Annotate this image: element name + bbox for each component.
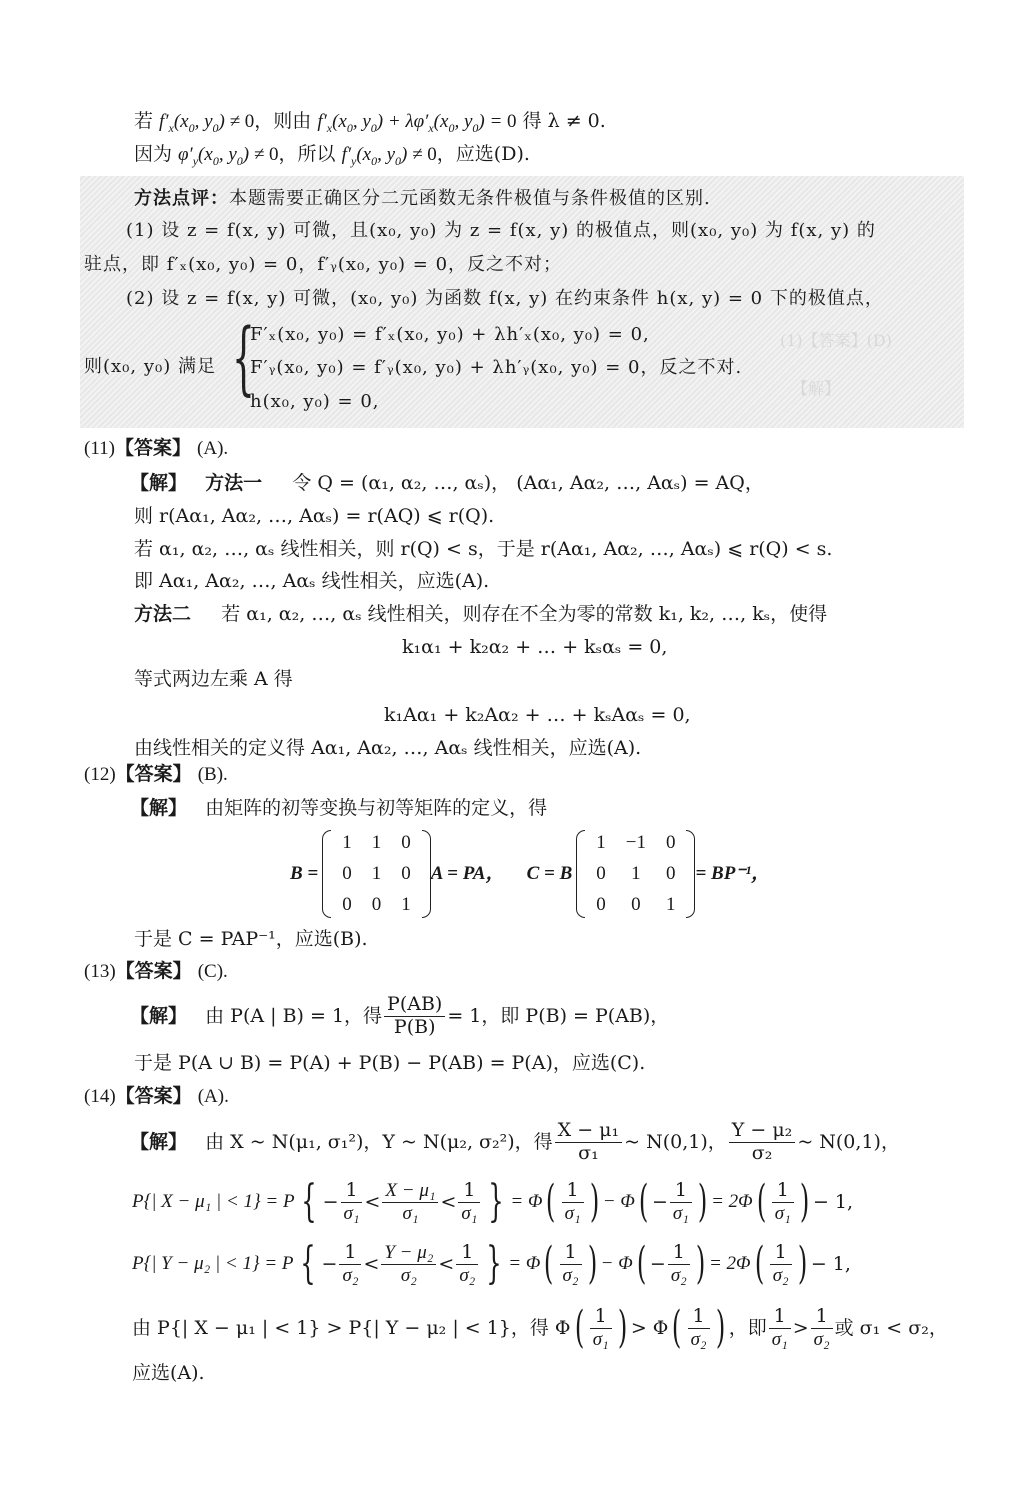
matrix-cell: 0 <box>401 832 411 853</box>
denominator: P(B) <box>393 1015 436 1038</box>
text: 由矩阵的初等变换与初等矩阵的定义，得 <box>205 797 548 819</box>
method-label: 方法二 <box>134 603 192 625</box>
fraction <box>382 1180 438 1225</box>
matrix-cell: 1 <box>596 832 606 853</box>
q11-method1-line4: 即 Aα₁, Aα₂, …, Aαₛ 线性相关，应选(A). <box>134 570 490 592</box>
fraction <box>339 1242 361 1287</box>
numerator: 1 <box>562 1180 584 1203</box>
text: = BP⁻¹， <box>695 862 771 884</box>
q14-prob-y-line <box>132 1238 851 1290</box>
denominator: σ₁ <box>672 1202 689 1224</box>
numerator: 1 <box>769 1306 791 1329</box>
math-expr: $f'_y(x_0$, $y_0$) ≠ <box>341 144 428 168</box>
text: P{| X − μ₁ | < 1} = P <box>132 1190 295 1212</box>
q11-eq2: k₁Aα₁ + k₂Aα₂ + … + kₛAαₛ = 0, <box>384 704 691 726</box>
denominator: σ₁ <box>774 1202 791 1224</box>
numerator: 1 <box>458 1180 480 1203</box>
left-paren: ( <box>544 1238 554 1290</box>
left-paren: ( <box>546 1176 556 1228</box>
math-expr: $f'_x(x_0$, $y_0$) ≠ <box>159 111 245 135</box>
text: 得 λ ≠ 0. <box>516 110 606 132</box>
numerator: 1 <box>811 1306 833 1329</box>
answer-label: 【答案】 <box>115 763 192 785</box>
left-brace: { <box>300 1176 317 1228</box>
denominator: σ₂ <box>400 1264 417 1286</box>
text: 0 <box>507 111 517 132</box>
matrix-cell: 1 <box>342 832 352 853</box>
matrix-cell: 0 <box>631 893 641 915</box>
denominator: σ₁ <box>592 1328 609 1350</box>
text: − <box>651 1190 668 1213</box>
q11-method2-line3: 由线性相关的定义得 Aα₁, Aα₂, …, Aαₛ 线性相关，应选(A). <box>134 737 642 759</box>
text: 由 X ~ N(μ₁, σ₁²)，Y ~ N(μ₂, σ₂²)，得 <box>205 1130 553 1153</box>
fraction <box>590 1306 612 1351</box>
fraction <box>341 1180 363 1225</box>
question-number: (13) <box>84 961 116 982</box>
remark-intro: 本题需要正确区分二元函数无条件极值与条件极值的区别. <box>229 188 711 209</box>
q11-method2-line1 <box>134 603 827 626</box>
math-expr: $f'_x(x_0$, $y_0) + \lambda\varphi'_x(x_0$, $y_0$) = <box>317 111 508 135</box>
numerator: 1 <box>688 1306 710 1329</box>
numerator: 1 <box>560 1242 582 1265</box>
denominator: σ₂ <box>751 1141 773 1164</box>
numerator: 1 <box>339 1242 361 1265</box>
text: ，所以 <box>278 143 342 165</box>
q11-eq1: k₁α₁ + k₂α₂ + … + kₛαₛ = 0, <box>402 636 668 658</box>
q11-method1-line3: 若 α₁, α₂, …, αₛ 线性相关，则 r(Q) < s，于是 r(Aα₁, Aα₂, …, Aαₛ) ⩽ r(Q) < s. <box>134 538 833 560</box>
right-brace: } <box>486 1238 502 1290</box>
right-brace: } <box>488 1176 505 1228</box>
matrix-cell: 0 <box>596 862 606 884</box>
text: − <box>322 1190 339 1213</box>
text: > <box>792 1316 809 1339</box>
answer-label: 【答案】 <box>115 960 192 982</box>
matrix-cell: 1 <box>631 862 641 884</box>
text: ，即 <box>728 1316 767 1339</box>
right-paren: ) <box>695 1238 706 1290</box>
text: − Φ <box>602 1190 635 1212</box>
q11-method1-line1 <box>130 472 764 495</box>
q12-conclusion: 于是 C = PAP⁻¹，应选(B). <box>134 928 368 950</box>
fraction <box>555 1120 623 1165</box>
solution-label: 【解】 <box>130 1130 188 1153</box>
matrix-cell: 1 <box>371 832 382 853</box>
text: − <box>321 1252 338 1275</box>
numerator: X − μ₁ <box>382 1180 438 1203</box>
bleed-through-text: 【解】 <box>792 379 841 398</box>
left-brace: { <box>232 311 255 404</box>
text: 令 Q = (α₁, α₂, …, αₛ)， (Aα₁, Aα₂, …, Aαₛ) = AQ， <box>292 472 764 494</box>
denominator: σ₁ <box>402 1202 419 1224</box>
answer-label: 【答案】 <box>115 1085 192 1107</box>
denominator: σ₁ <box>461 1202 478 1224</box>
left-brace: { <box>299 1238 316 1290</box>
right-paren: ) <box>797 1238 807 1290</box>
fraction <box>769 1306 791 1351</box>
answer-value: (C). <box>197 961 228 982</box>
method-label: 方法一 <box>205 472 263 494</box>
solution-label: 【解】 <box>130 797 188 819</box>
q11-answer-line <box>84 437 228 461</box>
text: < <box>363 1252 380 1275</box>
text: ，则由 <box>254 110 318 132</box>
top-line-2 <box>134 143 530 167</box>
fraction <box>670 1180 692 1225</box>
matrix-cell: 1 <box>665 893 676 915</box>
text: 0 <box>269 144 279 165</box>
right-paren: ) <box>715 1302 725 1354</box>
q11-method2-line2: 等式两边左乘 A 得 <box>134 668 293 690</box>
text: 0 <box>244 111 255 132</box>
matrix-cell: 1 <box>401 893 411 915</box>
text: > Φ <box>630 1316 669 1339</box>
matrix-cell: 0 <box>596 893 606 915</box>
text: 若 <box>134 110 160 132</box>
left-paren: ( <box>754 1238 764 1290</box>
q14-solution-line <box>130 1120 900 1165</box>
q14-answer-line <box>84 1085 229 1109</box>
numerator: 1 <box>668 1242 690 1265</box>
denominator: σ₁ <box>564 1202 581 1224</box>
numerator: 1 <box>670 1180 692 1203</box>
system-eq-1: F′ₓ(x₀, y₀) = f′ₓ(x₀, y₀) + λh′ₓ(x₀, y₀) = 0, <box>250 324 650 345</box>
text: ，应选(D). <box>436 143 530 165</box>
q13-conclusion: 于是 P(A ∪ B) = P(A) + P(B) − P(AB) = P(A)，应选(C). <box>134 1052 646 1074</box>
text: < <box>364 1190 381 1213</box>
text: 因为 <box>134 143 179 165</box>
denominator: σ₂ <box>562 1264 579 1286</box>
text: = 1，即 P(B) = P(AB)， <box>447 1004 670 1027</box>
text: 或 σ₁ < σ₂， <box>834 1316 948 1339</box>
numerator: Y − μ₂ <box>381 1242 436 1265</box>
remark-title: 方法点评 <box>134 188 210 209</box>
text: ： <box>210 188 229 209</box>
matrix-cell: −1 <box>625 832 646 853</box>
matrix-cell: 0 <box>401 862 411 884</box>
question-number: (12) <box>84 764 116 785</box>
remark-title-line <box>134 188 711 210</box>
remark-p1-b: 驻点，即 f′ₓ(x₀, y₀) = 0，f′ᵧ(x₀, y₀) = 0，反之不对； <box>84 254 563 275</box>
text: − 1, <box>812 1190 854 1213</box>
text: = Φ <box>508 1252 541 1274</box>
text: = 2Φ <box>711 1190 753 1212</box>
denominator: σ₁ <box>771 1328 788 1350</box>
remark-p1-a: (1) 设 z = f(x, y) 可微，且(x₀, y₀) 为 z = f(x, y) 的极值点，则(x₀, y₀) 为 f(x, y) 的 <box>126 220 876 241</box>
numerator: 1 <box>590 1306 612 1329</box>
numerator: Y − μ₂ <box>729 1120 796 1143</box>
right-paren: ) <box>799 1176 810 1228</box>
fraction <box>562 1180 584 1225</box>
denominator: σ₂ <box>690 1328 707 1350</box>
text: − Φ <box>600 1252 633 1274</box>
q13-solution-line <box>130 994 669 1039</box>
answer-value: (A). <box>197 1086 229 1107</box>
remark-p2-a: (2) 设 z = f(x, y) 可微，(x₀, y₀) 为函数 f(x, y) 在约束条件 h(x, y) = 0 下的极值点， <box>126 288 884 309</box>
answer-value: (A). <box>197 438 229 459</box>
right-paren: ) <box>697 1176 708 1228</box>
top-line-1 <box>134 110 606 134</box>
q12-matrix-equation <box>290 828 770 920</box>
text: P{| Y − μ₂ | < 1} = P <box>132 1252 294 1274</box>
fraction <box>770 1242 792 1287</box>
left-paren: ( <box>638 1176 649 1228</box>
text: B = <box>290 862 319 884</box>
system-eq-2: F′ᵧ(x₀, y₀) = f′ᵧ(x₀, y₀) + λh′ᵧ(x₀, y₀) = 0，反之不对. <box>250 357 743 378</box>
text: 0 <box>427 144 437 165</box>
method-remark-box <box>80 176 964 428</box>
denominator: σ₂ <box>459 1264 476 1286</box>
question-number: (14) <box>84 1086 116 1107</box>
q12-solution-line <box>130 797 547 820</box>
remark-p2-lead: 则(x₀, y₀) 满足 <box>84 356 216 377</box>
bleed-through-text: (1)【答案】(D) <box>780 331 892 350</box>
fraction <box>458 1180 480 1225</box>
denominator: σ₂ <box>772 1264 789 1286</box>
denominator: σ₁ <box>343 1202 360 1224</box>
fraction <box>384 994 445 1039</box>
fraction <box>668 1242 690 1287</box>
right-paren: ) <box>587 1238 597 1290</box>
denominator: σ₂ <box>342 1264 359 1286</box>
q11-method1-line2: 则 r(Aα₁, Aα₂, …, Aαₛ) = r(AQ) ⩽ r(Q). <box>134 505 495 527</box>
left-paren: ( <box>756 1176 766 1228</box>
denominator: σ₂ <box>813 1328 830 1350</box>
text: ~ N(0,1)， <box>624 1130 727 1153</box>
numerator: 1 <box>341 1180 363 1203</box>
fraction <box>772 1180 794 1225</box>
numerator: P(AB) <box>384 994 445 1017</box>
fraction <box>381 1242 436 1287</box>
fraction <box>688 1306 710 1351</box>
q14-comparison-line <box>132 1302 948 1354</box>
matrix-cell: 1 <box>371 862 382 884</box>
matrix-P <box>322 828 431 920</box>
right-paren: ) <box>589 1176 599 1228</box>
matrix-cell: 0 <box>342 862 352 884</box>
fraction <box>456 1242 478 1287</box>
text: − 1, <box>810 1252 851 1275</box>
right-paren: ) <box>617 1302 627 1354</box>
matrix-cell: 0 <box>665 862 676 884</box>
text: = Φ <box>510 1190 543 1212</box>
left-paren: ( <box>636 1238 647 1290</box>
denominator: σ₂ <box>670 1264 687 1286</box>
text: 由 P(A | B) = 1，得 <box>205 1004 383 1027</box>
numerator: X − μ₁ <box>555 1120 623 1143</box>
solution-label: 【解】 <box>130 1004 188 1027</box>
q14-conclusion: 应选(A). <box>132 1362 205 1384</box>
text: ~ N(0,1)， <box>797 1130 900 1153</box>
text: A = PA， <box>430 862 505 884</box>
fraction <box>729 1120 796 1165</box>
text: 若 α₁, α₂, …, αₛ 线性相关，则存在不全为零的常数 k₁, k₂, …, kₛ，使得 <box>221 603 828 625</box>
system-eq-3: h(x₀, y₀) = 0, <box>250 391 380 412</box>
question-number: (11) <box>84 438 115 459</box>
fraction <box>560 1242 582 1287</box>
q12-answer-line <box>84 763 228 787</box>
q13-answer-line <box>84 960 228 984</box>
numerator: 1 <box>770 1242 792 1265</box>
left-paren: ( <box>672 1302 682 1354</box>
math-expr: $\varphi'_y(x_0$, $y_0$) ≠ <box>178 144 270 168</box>
matrix-cell: 0 <box>371 893 382 915</box>
text: C = B <box>526 862 573 884</box>
answer-label: 【答案】 <box>114 437 191 459</box>
solution-label: 【解】 <box>130 472 188 494</box>
denominator: σ₁ <box>578 1141 599 1164</box>
fraction <box>811 1306 833 1351</box>
matrix-P-inverse <box>576 828 695 920</box>
left-paren: ( <box>574 1302 584 1354</box>
text: 由 P{| X − μ₁ | < 1} > P{| Y − μ₂ | < 1}，得 Φ <box>132 1316 571 1339</box>
text: = 2Φ <box>708 1252 751 1274</box>
text: − <box>649 1252 666 1275</box>
text: < <box>440 1190 457 1213</box>
numerator: 1 <box>456 1242 478 1265</box>
q14-prob-x-line <box>132 1176 854 1228</box>
answer-value: (B). <box>197 764 228 785</box>
text: < <box>438 1252 455 1275</box>
matrix-cell: 0 <box>665 832 676 853</box>
numerator: 1 <box>772 1180 794 1203</box>
matrix-cell: 0 <box>342 893 352 915</box>
